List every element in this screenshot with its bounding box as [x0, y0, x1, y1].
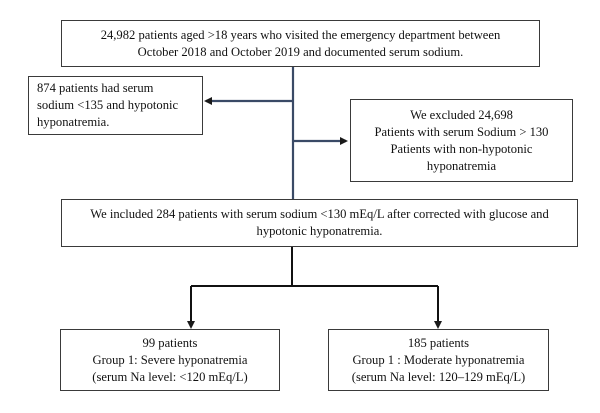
- screened-patients-box: [61, 20, 540, 67]
- excluded-patients-box: [350, 99, 573, 182]
- box-text-line: 99 patients: [142, 335, 198, 350]
- box-text-line: (serum Na level: 120–129 mEq/L): [351, 369, 526, 384]
- box-text-line: 874 patients had serum: [37, 81, 154, 95]
- box-text-line: sodium <135 and hypotonic: [37, 98, 179, 112]
- box-text-line: 24,982 patients aged >18 years who visited the emergency department between: [100, 27, 501, 42]
- box-text-line: (serum Na level: <120 mEq/L): [92, 369, 248, 384]
- box-text-line: October 2018 and October 2019 and documented serum sodium.: [137, 44, 464, 59]
- severe-group-box: [60, 329, 280, 391]
- included-patients-box: [61, 199, 578, 247]
- box-text-line: We included 284 patients with serum sodium <130 mEq/L after corrected with glucose and: [90, 207, 549, 221]
- box-text-line: hyponatremia: [426, 158, 497, 173]
- box-text-line: Patients with serum Sodium > 130: [374, 124, 549, 139]
- box-text-line: 185 patients: [407, 335, 470, 350]
- box-text-line: Group 1 : Moderate hyponatremia: [352, 352, 525, 367]
- hyponatremia-874-box: [28, 76, 203, 135]
- box-text-line: Group 1: Severe hyponatremia: [92, 352, 248, 367]
- box-text-line: Patients with non-hypotonic: [390, 141, 533, 156]
- moderate-group-box: [328, 329, 549, 391]
- box-text-line: We excluded 24,698: [410, 107, 513, 122]
- box-text-line: hypotonic hyponatremia.: [256, 224, 383, 238]
- box-text-line: hyponatremia.: [37, 115, 110, 129]
